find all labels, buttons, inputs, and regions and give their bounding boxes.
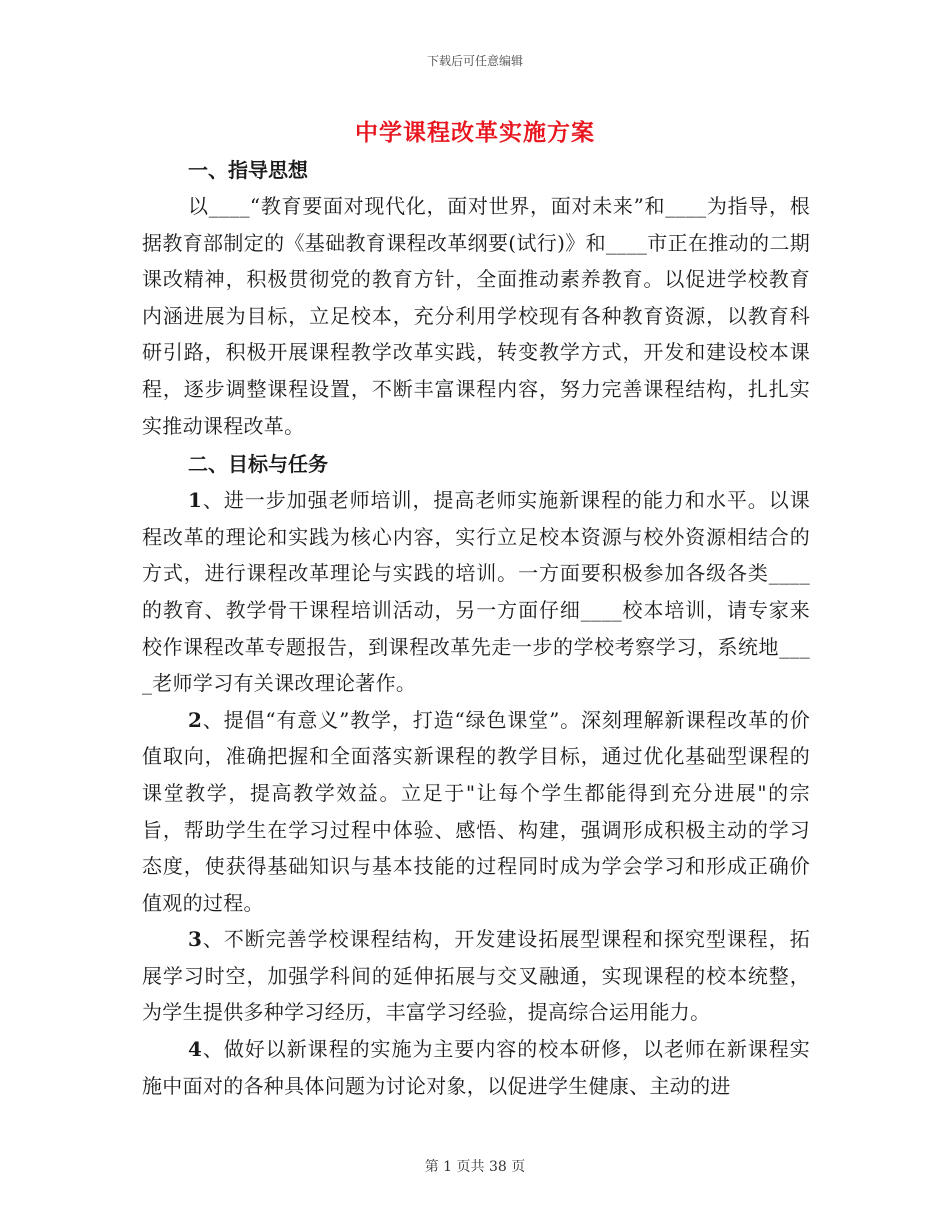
item-number: 2: [188, 707, 203, 732]
list-item-goal-1: [142, 482, 810, 702]
page-footer-page-number: 第 1 页共 38 页: [424, 1159, 526, 1175]
paragraph-guiding-ideology: 以____“教育要面对现代化，面对世界，面对未来”和____为指导，根据教育部制定的《基础教育课程改革纲要(试行)》和____市正在推动的二期课改精神，积极贯彻党的教育方针，全面推动素养教育。以促进学校教育内涵进展为目标，立足校本，充分利用学校现有各种教育资源，以教育科研引路，积极开展课程教学改革实践，转变教学方式，开发和建设校本课程，逐步调整课程设置，不断丰富课程内容，努力完善课程结构，扎扎实实推动课程改革。: [142, 194, 810, 438]
list-item-goal-2: [142, 702, 810, 922]
item-number: 1: [188, 488, 203, 513]
list-item-goal-4: [142, 1031, 810, 1104]
section-heading-guiding-ideology: 一、指导思想: [188, 158, 308, 182]
page-header-note: 下载后可任意编辑: [426, 54, 523, 68]
item-text: 、不断完善学校课程结构，开发建设拓展型课程和探究型课程，拓展学习时空，加强学科间的延伸拓展与交叉融通，实现课程的校本统整，为学生提供多种学习经历，丰富学习经验，提高综合运用能力。: [142, 927, 810, 1025]
list-item-goal-3: [142, 921, 810, 1031]
item-text: 、提倡“有意义”教学，打造“绿色课堂”。深刻理解新课程改革的价值取向，准确把握和全面落实新课程的教学目标，通过优化基础型课程的课堂教学，提高教学效益。立足于"让每个学生都能得到充分进展"的宗旨，帮助学生在学习过程中体验、感悟、构建，强调形成积极主动的学习态度，使获得基础知识与基本技能的过程同时成为学会学习和形成正确价值观的过程。: [142, 707, 810, 915]
item-text: 、做好以新课程的实施为主要内容的校本研修，以老师在新课程实施中面对的各种具体问题为讨论对象，以促进学生健康、主动的进: [142, 1037, 810, 1098]
item-number: 4: [188, 1037, 203, 1062]
section-heading-goals-tasks: 二、目标与任务: [188, 452, 328, 477]
document-body: [142, 152, 810, 1104]
document-title: 中学课程改革实施方案: [355, 119, 595, 146]
item-text: 、进一步加强老师培训，提高老师实施新课程的能力和水平。以课程改革的理论和实践为核心内容，实行立足校本资源与校外资源相结合的方式，进行课程改革理论与实践的培训。一方面要积极参加各级各类____的教育、教学骨干课程培训活动，另一方面仔细____校本培训，请专家来校作课程改革专题报告，到课程改革先走一步的学校考察学习，系统地____老师学习有关课改理论著作。: [142, 488, 810, 696]
item-number: 3: [188, 927, 203, 952]
